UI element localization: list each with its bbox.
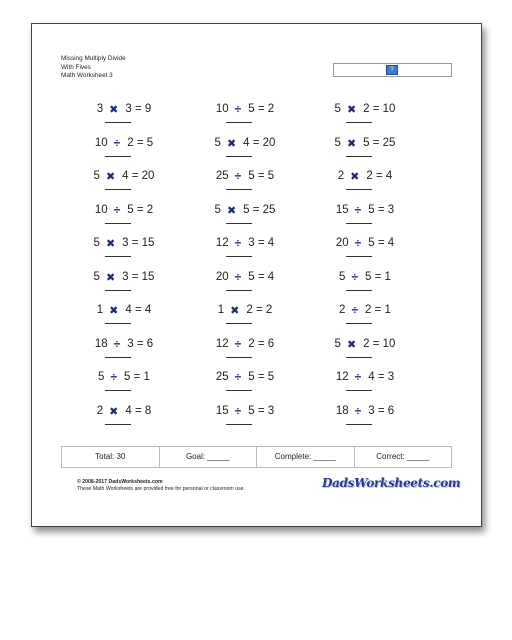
operand-b-result: 2 = 10 <box>363 337 396 350</box>
problem-equation <box>210 337 280 351</box>
answer-line[interactable] <box>226 122 252 123</box>
answer-line[interactable] <box>346 357 372 358</box>
problem-equation <box>210 203 280 218</box>
problem-equation <box>330 270 400 284</box>
problem <box>89 331 159 361</box>
answer-line[interactable] <box>226 357 252 358</box>
operand-a: 15 <box>335 203 349 216</box>
answer-line[interactable] <box>105 156 131 157</box>
score-complete: Complete: _____ <box>257 447 355 467</box>
operand-a: 10 <box>94 136 108 149</box>
divide-icon: ÷ <box>113 135 121 150</box>
help-icon[interactable]: ? <box>386 65 398 75</box>
answer-line[interactable] <box>105 256 131 257</box>
operand-b-result: 5 = 1 <box>124 371 150 383</box>
problem <box>210 364 280 394</box>
copyright-text: © 2008-2017 DadsWorksheets.com <box>77 479 163 485</box>
problem-equation <box>89 102 159 117</box>
problem-equation <box>330 404 400 418</box>
divide-icon: ÷ <box>354 403 362 418</box>
problem <box>330 130 400 160</box>
problem <box>330 297 400 327</box>
problem-equation <box>89 370 159 384</box>
worksheet-topic: Missing Multiply Divide <box>61 55 126 62</box>
problem-equation <box>330 370 400 384</box>
problem-row <box>32 163 481 193</box>
operand-b-result: 5 = 25 <box>363 136 396 149</box>
footer <box>77 479 245 492</box>
operand-b-result: 2 = 1 <box>365 304 391 316</box>
operand-a: 3 <box>96 103 104 115</box>
problem-equation <box>89 270 159 285</box>
score-goal: Goal: _____ <box>160 447 258 467</box>
problem <box>210 163 280 193</box>
operand-b-result: 3 = 4 <box>248 237 275 249</box>
problem-row <box>32 398 481 428</box>
operand-b-result: 3 = 6 <box>127 337 154 350</box>
problem-equation <box>210 270 280 284</box>
answer-line[interactable] <box>346 390 372 391</box>
answer-line[interactable] <box>346 156 372 157</box>
worksheet-title: Math Worksheet 3 <box>61 72 113 80</box>
operand-a: 20 <box>215 270 229 283</box>
problem <box>210 197 280 227</box>
problem-equation <box>330 303 400 317</box>
answer-line[interactable] <box>346 189 372 190</box>
problem <box>210 96 280 126</box>
problem-row <box>32 331 481 361</box>
multiply-icon: ✖ <box>230 305 240 317</box>
operand-a: 5 <box>214 203 221 216</box>
answer-line[interactable] <box>105 323 131 324</box>
operand-a: 12 <box>215 337 229 350</box>
problem-row <box>32 264 481 294</box>
answer-line[interactable] <box>346 256 372 257</box>
divide-icon: ÷ <box>354 236 362 250</box>
multiply-icon: ✖ <box>350 171 360 183</box>
problem-equation <box>210 303 280 318</box>
problem <box>89 264 159 294</box>
operand-a: 5 <box>334 337 341 350</box>
operand-a: 5 <box>93 237 100 249</box>
operand-a: 12 <box>335 371 349 383</box>
operand-a: 18 <box>94 337 108 350</box>
operand-a: 10 <box>215 103 229 115</box>
operand-b-result: 4 = 4 <box>125 304 152 316</box>
divide-icon: ÷ <box>234 236 242 250</box>
worksheet-page <box>31 23 482 527</box>
problem <box>210 297 280 327</box>
problem-equation <box>330 169 400 184</box>
problem <box>330 230 400 260</box>
operand-b-result: 5 = 2 <box>248 103 275 115</box>
operand-b-result: 5 = 1 <box>365 270 391 283</box>
answer-line[interactable] <box>346 323 372 324</box>
divide-icon: ÷ <box>234 169 242 183</box>
problem-equation <box>89 203 159 217</box>
operand-a: 5 <box>339 270 346 283</box>
problem <box>330 197 400 227</box>
answer-line[interactable] <box>226 223 252 224</box>
divide-icon: ÷ <box>234 269 242 284</box>
answer-line[interactable] <box>105 122 131 123</box>
operand-a: 2 <box>337 170 345 182</box>
problem-equation <box>210 370 280 384</box>
answer-line[interactable] <box>346 223 372 224</box>
operand-a: 5 <box>93 170 100 182</box>
score-total: Total: 30 <box>62 447 160 467</box>
operand-b-result: 5 = 3 <box>368 203 395 216</box>
operand-b-result: 5 = 2 <box>127 203 154 216</box>
operand-a: 12 <box>215 237 229 249</box>
divide-icon: ÷ <box>234 403 242 418</box>
problem <box>89 398 159 428</box>
problem-equation <box>330 102 400 117</box>
name-field[interactable] <box>333 63 452 77</box>
operand-a: 2 <box>96 404 104 417</box>
answer-line[interactable] <box>105 390 131 391</box>
operand-b-result: 2 = 6 <box>248 337 275 350</box>
problem-row <box>32 130 481 160</box>
site-logo[interactable]: DadsWorksheets.com <box>322 476 461 490</box>
answer-line[interactable] <box>226 390 252 391</box>
answer-line[interactable] <box>105 290 131 291</box>
operand-a: 5 <box>334 103 341 115</box>
problem <box>330 364 400 394</box>
operand-b-result: 4 = 8 <box>125 404 152 417</box>
operand-b-result: 2 = 5 <box>127 136 154 149</box>
answer-line[interactable] <box>105 424 131 425</box>
problem-equation <box>210 102 280 116</box>
problem-equation <box>89 404 159 419</box>
problem-row <box>32 230 481 260</box>
operand-b-result: 5 = 5 <box>248 170 275 182</box>
usage-note: These Math Worksheets are provided free for personal or classroom use. <box>77 485 245 492</box>
answer-line[interactable] <box>346 122 372 123</box>
multiply-icon: ✖ <box>226 204 237 217</box>
problem-equation <box>210 169 280 183</box>
multiply-icon: ✖ <box>105 171 116 183</box>
divide-icon: ÷ <box>110 370 118 384</box>
operand-b-result: 4 = 3 <box>368 371 395 383</box>
problem <box>89 364 159 394</box>
problem-equation <box>330 203 400 217</box>
problem <box>330 398 400 428</box>
operand-a: 5 <box>98 371 105 383</box>
operand-b-result: 3 = 15 <box>122 270 155 283</box>
answer-line[interactable] <box>226 424 252 425</box>
operand-b-result: 3 = 6 <box>368 404 395 417</box>
operand-b-result: 2 = 10 <box>363 103 396 115</box>
problem <box>330 331 400 361</box>
problem <box>210 230 280 260</box>
operand-a: 20 <box>335 237 349 249</box>
operand-a: 15 <box>215 404 229 417</box>
problem-row <box>32 364 481 394</box>
operand-b-result: 2 = 2 <box>246 304 273 316</box>
problem-equation <box>89 337 159 351</box>
problem-equation <box>210 404 280 418</box>
problem <box>210 331 280 361</box>
problem-equation <box>89 236 159 251</box>
operand-b-result: 5 = 25 <box>243 203 276 216</box>
answer-line[interactable] <box>226 323 252 324</box>
divide-icon: ÷ <box>234 370 242 384</box>
problem-equation <box>89 303 159 318</box>
divide-icon: ÷ <box>113 336 121 351</box>
operand-b-result: 5 = 4 <box>368 237 395 249</box>
operand-a: 5 <box>214 136 221 149</box>
worksheet-subtopic: With Fives <box>61 63 91 71</box>
operand-b-result: 2 = 4 <box>366 170 393 182</box>
operand-a: 25 <box>215 371 229 383</box>
problem <box>89 163 159 193</box>
multiply-icon: ✖ <box>109 405 119 418</box>
operand-a: 1 <box>96 304 104 316</box>
operand-a: 1 <box>217 304 225 316</box>
multiply-icon: ✖ <box>105 238 116 250</box>
problem-equation <box>89 169 159 184</box>
answer-line[interactable] <box>226 256 252 257</box>
divide-icon: ÷ <box>234 336 242 351</box>
multiply-icon: ✖ <box>109 104 119 116</box>
multiply-icon: ✖ <box>346 338 357 351</box>
operand-a: 18 <box>335 404 349 417</box>
operand-b-result: 5 = 5 <box>248 371 275 383</box>
answer-line[interactable] <box>105 189 131 190</box>
divide-icon: ÷ <box>113 202 121 217</box>
problem-equation <box>330 236 400 250</box>
operand-b-result: 3 = 9 <box>125 103 152 115</box>
problem-equation <box>89 136 159 150</box>
answer-line[interactable] <box>226 189 252 190</box>
multiply-icon: ✖ <box>105 271 116 284</box>
operand-a: 5 <box>93 270 100 283</box>
divide-icon: ÷ <box>351 269 359 284</box>
multiply-icon: ✖ <box>226 137 237 150</box>
divide-icon: ÷ <box>351 303 359 317</box>
divide-icon: ÷ <box>354 202 362 217</box>
problem <box>210 130 280 160</box>
multiply-icon: ✖ <box>109 305 119 317</box>
problem <box>89 96 159 126</box>
divide-icon: ÷ <box>354 370 362 384</box>
answer-line[interactable] <box>105 223 131 224</box>
problem-equation <box>210 236 280 250</box>
answer-line[interactable] <box>346 290 372 291</box>
score-bar <box>61 446 452 468</box>
answer-line[interactable] <box>105 357 131 358</box>
answer-line[interactable] <box>346 424 372 425</box>
problem <box>210 264 280 294</box>
operand-b-result: 5 = 4 <box>248 270 275 283</box>
problem <box>89 230 159 260</box>
problem-row <box>32 297 481 327</box>
operand-b-result: 3 = 15 <box>122 237 155 249</box>
problem-equation <box>330 337 400 352</box>
problem <box>330 96 400 126</box>
operand-a: 10 <box>94 203 108 216</box>
operand-b-result: 5 = 3 <box>248 404 275 417</box>
problem <box>210 398 280 428</box>
operand-a: 2 <box>339 304 346 316</box>
operand-b-result: 4 = 20 <box>243 136 276 149</box>
problem <box>330 163 400 193</box>
operand-a: 25 <box>215 170 229 182</box>
worksheet-header <box>61 55 126 81</box>
answer-line[interactable] <box>226 156 252 157</box>
multiply-icon: ✖ <box>346 137 357 150</box>
multiply-icon: ✖ <box>346 104 357 116</box>
operand-b-result: 4 = 20 <box>122 170 155 182</box>
operand-a: 5 <box>334 136 341 149</box>
problem-equation <box>210 136 280 151</box>
problem-row <box>32 96 481 126</box>
answer-line[interactable] <box>226 290 252 291</box>
problem <box>330 264 400 294</box>
divide-icon: ÷ <box>234 102 242 116</box>
problem <box>89 197 159 227</box>
score-correct: Correct: _____ <box>376 452 430 461</box>
problem-equation <box>330 136 400 151</box>
problem <box>89 297 159 327</box>
problem <box>89 130 159 160</box>
problem-row <box>32 197 481 227</box>
